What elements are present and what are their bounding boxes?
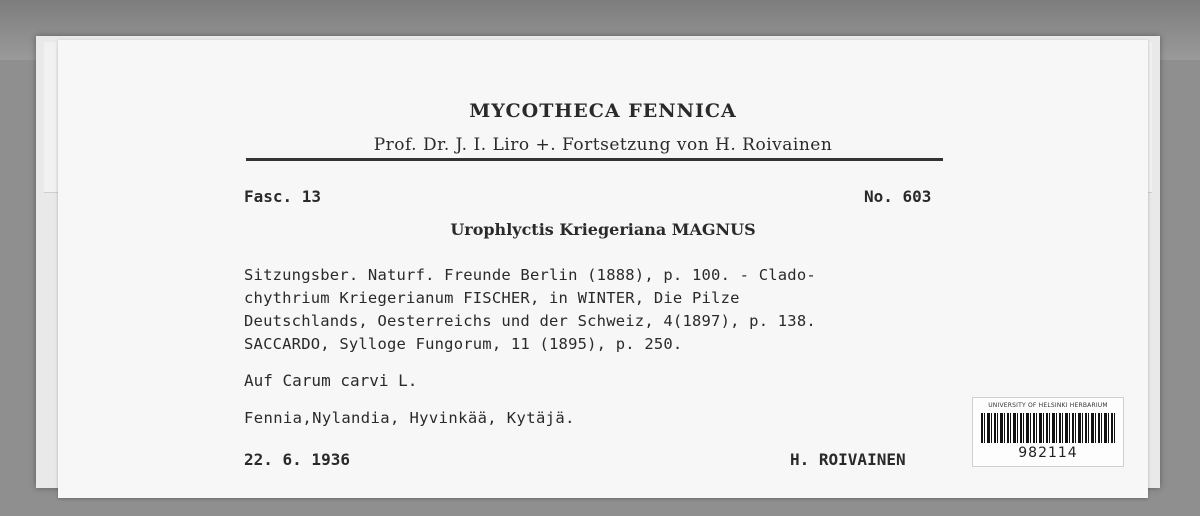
- reference-line: chythrium Kriegerianum FISCHER, in WINTER, Die Pilze: [244, 289, 740, 307]
- barcode-institution: UNIVERSITY OF HELSINKI HERBARIUM: [988, 402, 1108, 409]
- fascicle-number: Fasc. 13: [244, 187, 322, 206]
- reference-line: SACCARDO, Sylloge Fungorum, 11 (1895), p. 250.: [244, 335, 683, 353]
- barcode-label: [972, 397, 1124, 467]
- specimen-number: No. 603: [864, 187, 932, 206]
- locality: Fennia,Nylandia, Hyvinkää, Kytäjä.: [244, 409, 575, 427]
- label-title: MYCOTHECA FENNICA: [469, 100, 737, 122]
- reference-line: Sitzungsber. Naturf. Freunde Berlin (1888), p. 100. - Clado-: [244, 266, 816, 284]
- collector-name: H. ROIVAINEN: [790, 450, 906, 469]
- reference-line: Deutschlands, Oesterreichs und der Schweiz, 4(1897), p. 138.: [244, 312, 816, 330]
- host-plant: Auf Carum carvi L.: [244, 371, 418, 390]
- label-subtitle: Prof. Dr. J. I. Liro +. Fortsetzung von H. Roivainen: [373, 135, 833, 155]
- collection-date: 22. 6. 1936: [244, 450, 350, 469]
- header-rule: [246, 158, 943, 161]
- barcode-number: 982114: [1018, 445, 1078, 461]
- barcode-icon: [981, 413, 1115, 443]
- species-name: Urophlyctis Kriegeriana MAGNUS: [450, 220, 756, 239]
